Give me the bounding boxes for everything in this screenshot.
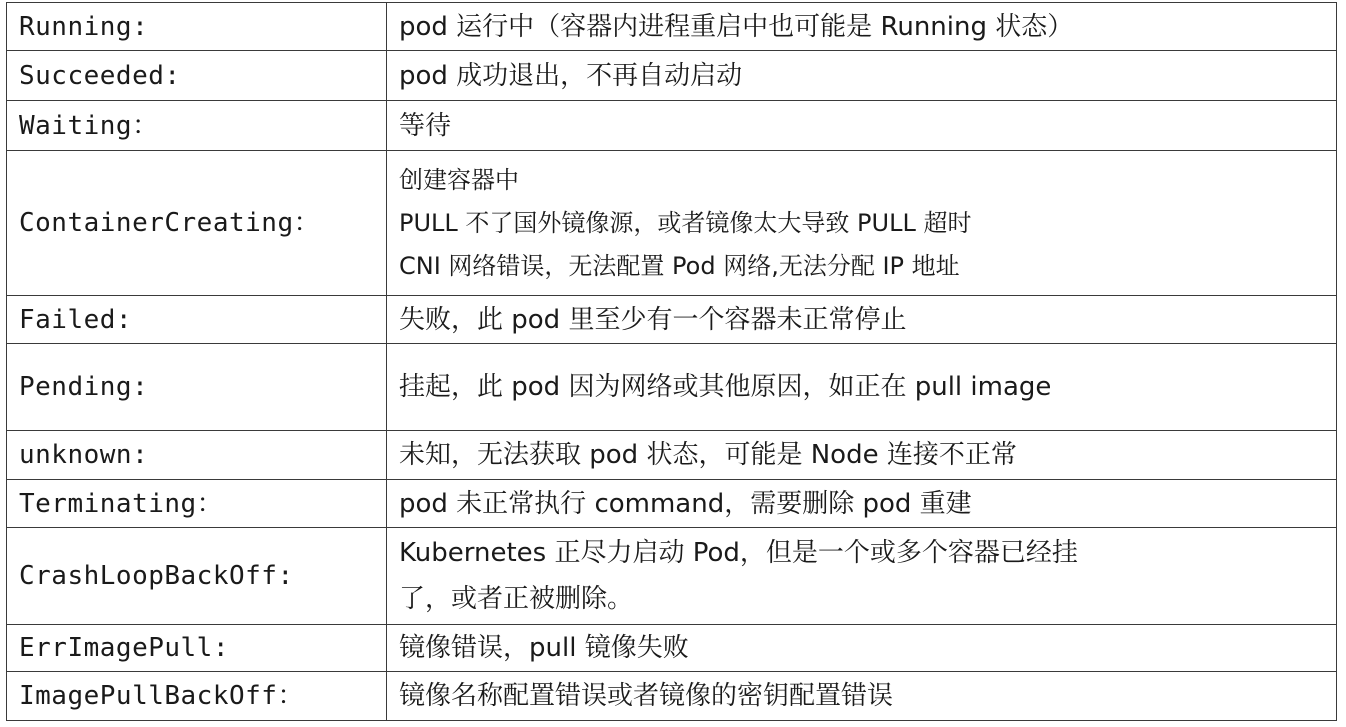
status-description-cell	[387, 625, 1337, 672]
table-row	[7, 51, 1337, 101]
description-line: 镜像名称配置错误或者镜像的密钥配置错误	[399, 681, 894, 711]
status-description-cell	[387, 101, 1337, 151]
description-line: 失败，此 pod 里至少有一个容器未正常停止	[399, 304, 907, 335]
status-name-cell: CrashLoopBackOff:	[7, 528, 387, 625]
table-row	[7, 431, 1337, 480]
description-line: 挂起，此 pod 因为网络或其他原因，如正在 pull image	[399, 372, 1052, 402]
status-name-cell: Terminating：	[7, 480, 387, 528]
status-description-cell	[387, 151, 1337, 296]
description-line: 创建容器中	[399, 165, 519, 194]
table-row	[7, 151, 1337, 296]
status-name-cell: ContainerCreating：	[7, 151, 387, 296]
status-name-cell: Failed:	[7, 296, 387, 344]
table-row	[7, 480, 1337, 528]
table-row	[7, 625, 1337, 672]
status-name-cell: ErrImagePull:	[7, 625, 387, 672]
status-name-cell: Succeeded:	[7, 51, 387, 101]
status-description-cell	[387, 3, 1337, 51]
status-description-cell	[387, 480, 1337, 528]
status-description-cell	[387, 51, 1337, 101]
status-name-cell: unknown:	[7, 431, 387, 480]
description-line: 镜像错误，pull 镜像失败	[399, 633, 689, 663]
status-description-cell	[387, 528, 1337, 625]
table-row	[7, 344, 1337, 431]
description-line: 未知，无法获取 pod 状态，可能是 Node 连接不正常	[399, 440, 1017, 470]
description-line: Kubernetes 正尽力启动 Pod，但是一个或多个容器已经挂	[399, 538, 1078, 568]
status-name-cell: ImagePullBackOff：	[7, 672, 387, 721]
table-row	[7, 296, 1337, 344]
table-row	[7, 672, 1337, 721]
description-line: pod 运行中（容器内进程重启中也可能是 Running 状态）	[399, 11, 1074, 42]
status-name-cell: Pending:	[7, 344, 387, 431]
pod-status-table	[6, 2, 1337, 721]
status-description-cell	[387, 431, 1337, 480]
description-line: pod 未正常执行 command，需要删除 pod 重建	[399, 488, 972, 519]
status-name-cell: Running:	[7, 3, 387, 51]
description-line: CNI 网络错误，无法配置 Pod 网络,无法分配 IP 地址	[399, 251, 960, 280]
description-line: 等待	[399, 110, 452, 141]
table-row	[7, 3, 1337, 51]
description-line: 了，或者正被删除。	[399, 584, 634, 614]
status-description-cell	[387, 296, 1337, 344]
table-row	[7, 101, 1337, 151]
description-line: pod 成功退出，不再自动启动	[399, 60, 743, 91]
status-name-cell: Waiting：	[7, 101, 387, 151]
description-line: PULL 不了国外镜像源，或者镜像太大导致 PULL 超时	[399, 208, 972, 237]
status-description-cell	[387, 672, 1337, 721]
table-row	[7, 528, 1337, 625]
status-description-cell	[387, 344, 1337, 431]
